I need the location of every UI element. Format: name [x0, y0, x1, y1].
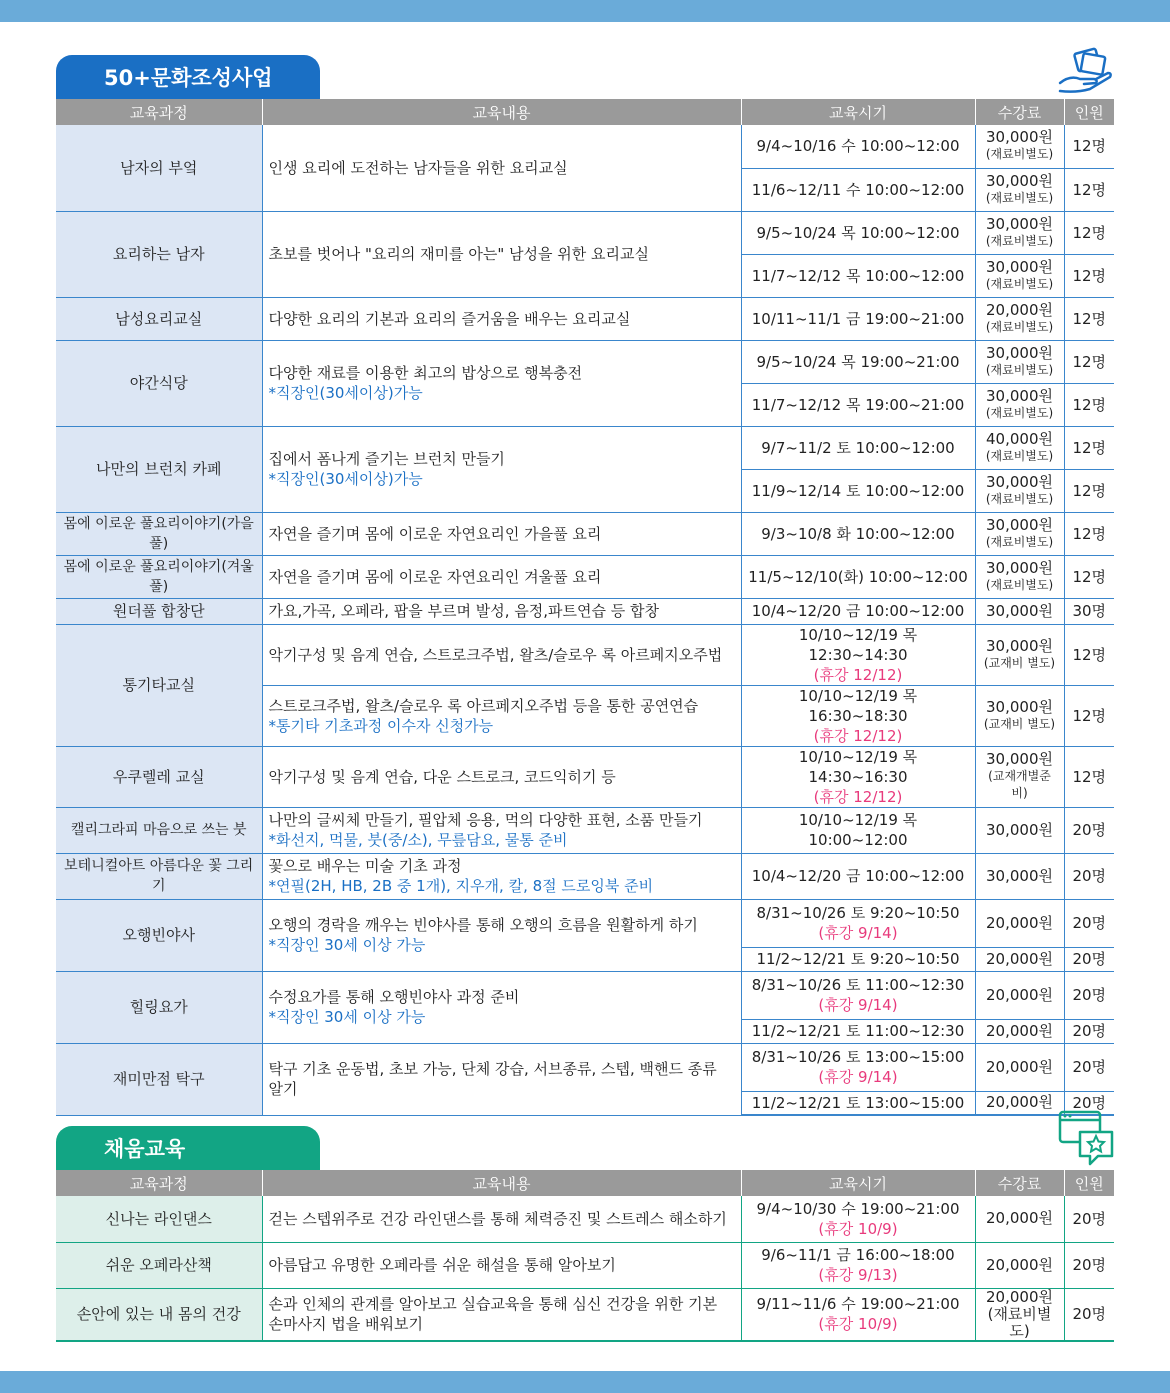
fee-text: 30,000원 [986, 257, 1053, 276]
course-fee [975, 1242, 1064, 1288]
fee-note: (재료비별도) [985, 276, 1054, 291]
course-fee [975, 340, 1064, 383]
table-header-row [56, 1170, 1114, 1196]
content-text: 스트로크주법, 왈츠/슬로우 록 아르페지오주법 등을 통한 공연연습 [268, 696, 699, 715]
course-fee [975, 168, 1064, 211]
course-name: 원더풀 합창단 [56, 598, 262, 624]
period-note: (휴강 9/13) [818, 1266, 898, 1284]
course-fee [975, 254, 1064, 297]
table-row [56, 971, 1114, 1019]
course-count: 20명 [1064, 947, 1114, 971]
course-name: 손안에 있는 내 몸의 건강 [56, 1288, 262, 1341]
course-name: 야간식당 [56, 340, 262, 426]
header-period: 교육시기 [741, 99, 975, 125]
period-note: (휴강 12/12) [813, 665, 903, 684]
course-fee [975, 555, 1064, 598]
course-name: 우쿠렐레 교실 [56, 746, 262, 807]
course-period [741, 211, 975, 254]
fee-note: (교재비 별도) [983, 716, 1056, 731]
header-period: 교육시기 [741, 1170, 975, 1196]
course-name: 요리하는 남자 [56, 211, 262, 297]
course-name: 캘리그라피 마음으로 쓰는 붓 [56, 807, 262, 853]
bottom-bar [0, 1371, 1170, 1393]
content-text: 자연을 즐기며 몸에 이로운 자연요리인 겨울풀 요리 [268, 567, 602, 586]
content-text: 초보를 벗어나 "요리의 재미를 아는" 남성을 위한 요리교실 [268, 245, 649, 263]
course-count: 30명 [1064, 598, 1114, 624]
table-row [56, 555, 1114, 598]
period-text: 8/31~10/26 토 11:00~12:30 [751, 976, 965, 994]
period-text: 9/6~11/1 금 16:00~18:00 [761, 1246, 955, 1264]
period-text: 9/4~10/16 수 10:00~12:00 [756, 137, 960, 156]
fee-text: 20,000원 [986, 913, 1053, 932]
course-period [741, 971, 975, 1019]
course-content [262, 426, 741, 512]
course-content [262, 685, 741, 746]
course-period [741, 254, 975, 297]
course-content [262, 746, 741, 807]
course-fee [975, 853, 1064, 899]
period-note: (휴강 9/14) [818, 1068, 898, 1086]
table-row [56, 512, 1114, 555]
chaeum-table [56, 1170, 1114, 1342]
course-period [741, 1242, 975, 1288]
course-fee [975, 807, 1064, 853]
course-content [262, 1196, 741, 1242]
course-content [262, 297, 741, 340]
course-content [262, 555, 741, 598]
course-count: 20명 [1064, 971, 1114, 1019]
course-count: 12명 [1064, 383, 1114, 426]
fee-text: 20,000원 [986, 985, 1053, 1004]
table-row [56, 1242, 1114, 1288]
chat-star-window-icon [1058, 1110, 1116, 1168]
course-fee [975, 899, 1064, 947]
fee-text: 30,000원 [986, 697, 1053, 716]
header-fee: 수강료 [975, 1170, 1064, 1196]
fee-text: 20,000원 [986, 300, 1053, 319]
period-note: (휴강 9/14) [818, 996, 898, 1014]
course-fee [975, 1196, 1064, 1242]
course-count: 20명 [1064, 899, 1114, 947]
header-count: 인원 [1064, 1170, 1114, 1196]
course-count: 12명 [1064, 125, 1114, 168]
content-text: 탁구 기초 운동법, 초보 가능, 단체 강습, 서브종류, 스텝, 백핸드 종류 알기 [268, 1060, 717, 1098]
hand-holding-papers-icon [1056, 45, 1114, 97]
period-text: 11/2~12/21 토 13:00~15:00 [751, 1093, 965, 1112]
course-count: 12명 [1064, 168, 1114, 211]
fee-text: 30,000원 [986, 515, 1053, 534]
fee-note: (재료비별도) [985, 534, 1054, 549]
fee-note: (재료비별도) [985, 448, 1054, 463]
content-text: 손과 인체의 관계를 알아보고 실습교육을 통해 심신 건강을 위한 기본 [268, 1295, 718, 1313]
period-text: 9/3~10/8 화 10:00~12:00 [761, 524, 955, 543]
content-note: *직장인 30세 이상 가능 [268, 1008, 426, 1026]
course-count: 20명 [1064, 1288, 1114, 1341]
section-title-2: 채움교육 [56, 1126, 320, 1170]
table-row [56, 340, 1114, 383]
course-content [262, 340, 741, 426]
period-text: 9/11~11/6 수 19:00~21:00 [756, 1295, 960, 1313]
course-name: 통기타교실 [56, 624, 262, 746]
section-culture [56, 55, 1114, 1112]
header-course: 교육과정 [56, 99, 262, 125]
content-text: 가요,가곡, 오페라, 팝을 부르며 발성, 음정,파트연습 등 합창 [268, 602, 659, 620]
fee-note: (재료비별도) [985, 577, 1054, 592]
fee-text: 30,000원 [986, 214, 1053, 233]
course-content [262, 598, 741, 624]
course-fee [975, 1043, 1064, 1091]
content-text: 오행의 경락을 깨우는 빈야사를 통해 오행의 흐름을 원활하게 하기 [268, 916, 698, 934]
course-period [741, 469, 975, 512]
fee-text: 20,000원 [986, 949, 1053, 968]
course-count: 20명 [1064, 1091, 1114, 1115]
course-count: 12명 [1064, 555, 1114, 598]
header-count: 인원 [1064, 99, 1114, 125]
content-text: 걷는 스텝위주로 건강 라인댄스를 통해 체력증진 및 스트레스 해소하기 [268, 1209, 727, 1228]
course-count: 12명 [1064, 685, 1114, 746]
fee-text: 30,000원 [986, 128, 1053, 147]
header-course: 교육과정 [56, 1170, 262, 1196]
course-period [741, 899, 975, 947]
period-text: 9/4~10/30 수 19:00~21:00 [756, 1199, 960, 1218]
content-text: 다양한 요리의 기본과 요리의 즐거움을 배우는 요리교실 [268, 309, 631, 328]
table-row [56, 807, 1114, 853]
fee-text: 20,000원 [986, 1093, 1053, 1112]
fee-text: 30,000원 [986, 171, 1053, 190]
course-fee [975, 746, 1064, 807]
course-count: 20명 [1064, 1196, 1114, 1242]
course-name: 힐링요가 [56, 971, 262, 1043]
course-count: 20명 [1064, 1242, 1114, 1288]
content-text: 악기구성 및 음계 연습, 스트로크주법, 왈츠/슬로우 록 아르페지오주법 [268, 645, 723, 664]
top-bar [0, 0, 1170, 22]
content-text-2: 손마사지 법을 배워보기 [268, 1315, 423, 1333]
course-fee [975, 1091, 1064, 1115]
course-period [741, 1288, 975, 1341]
fee-text: 20,000원 [986, 1287, 1053, 1306]
fee-text: 30,000원 [986, 558, 1053, 577]
content-note: *직장인(30세이상)가능 [268, 470, 423, 488]
course-count: 12명 [1064, 512, 1114, 555]
course-fee [975, 685, 1064, 746]
course-fee [975, 512, 1064, 555]
table-row [56, 1288, 1114, 1341]
table-row [56, 853, 1114, 899]
course-count: 12명 [1064, 211, 1114, 254]
content-text: 아름답고 유명한 오페라를 쉬운 해설을 통해 알아보기 [268, 1256, 616, 1274]
period-text: 11/2~12/21 토 9:20~10:50 [756, 950, 960, 968]
course-period [741, 426, 975, 469]
course-count: 12명 [1064, 254, 1114, 297]
content-note: *직장인 30세 이상 가능 [268, 936, 426, 954]
fee-text: 30,000원 [986, 866, 1053, 885]
course-name: 남성요리교실 [56, 297, 262, 340]
fee-text: 30,000원 [986, 750, 1053, 768]
course-period [741, 853, 975, 899]
course-count: 12명 [1064, 746, 1114, 807]
table-row [56, 746, 1114, 807]
period-text: 11/6~12/11 수 10:00~12:00 [751, 180, 965, 199]
course-period [741, 297, 975, 340]
course-content [262, 807, 741, 853]
table-row [56, 125, 1114, 168]
section-title: 50+문화조성사업 [56, 55, 320, 99]
period-text: 8/31~10/26 토 9:20~10:50 [756, 904, 960, 922]
course-period [741, 340, 975, 383]
fee-text: 40,000원 [986, 429, 1053, 448]
course-content [262, 853, 741, 899]
section-chaeum [56, 1126, 1114, 1338]
table-header-row [56, 99, 1114, 125]
course-fee [975, 125, 1064, 168]
table-row [56, 1196, 1114, 1242]
table-row [56, 1043, 1114, 1091]
content-note: *연필(2H, HB, 2B 중 1개), 지우개, 칼, 8절 드로잉북 준비 [268, 877, 654, 895]
course-name: 보테니컬아트 아름다운 꽃 그리기 [56, 853, 262, 899]
course-content [262, 1242, 741, 1288]
course-fee [975, 211, 1064, 254]
course-fee [975, 297, 1064, 340]
fee-note: (재료비별도) [985, 491, 1054, 506]
course-period [741, 125, 975, 168]
fee-text: 30,000원 [986, 601, 1053, 620]
fee-text: 30,000원 [986, 636, 1053, 655]
period-text: 10/11~11/1 금 19:00~21:00 [751, 309, 965, 328]
table-row [56, 297, 1114, 340]
course-fee [975, 1288, 1064, 1341]
fee-text: 20,000원 [986, 1057, 1053, 1076]
course-content [262, 125, 741, 211]
period-note: (휴강 10/9) [818, 1219, 898, 1238]
course-period [741, 383, 975, 426]
fee-note: (교재비 별도) [983, 655, 1056, 670]
period-text: 11/7~12/12 목 19:00~21:00 [751, 395, 965, 414]
period-text: 10/10~12/19 목 10:00~12:00 [798, 811, 918, 849]
period-text: 9/5~10/24 목 19:00~21:00 [756, 352, 960, 371]
course-period [741, 947, 975, 971]
fee-text: 30,000원 [986, 386, 1053, 405]
fee-note: (재료비별도) [985, 319, 1054, 334]
content-text: 수정요가를 통해 오행빈야사 과정 준비 [268, 988, 520, 1006]
course-name: 몸에 이로운 풀요리이야기(겨울풀) [56, 555, 262, 598]
course-name: 몸에 이로운 풀요리이야기(가을풀) [56, 512, 262, 555]
fee-text: 20,000원 [986, 1255, 1053, 1274]
period-text: 11/2~12/21 토 11:00~12:30 [751, 1022, 965, 1040]
period-text: 9/5~10/24 목 10:00~12:00 [756, 223, 960, 242]
period-text: 9/7~11/2 토 10:00~12:00 [761, 438, 955, 457]
course-fee [975, 598, 1064, 624]
content-note: *직장인(30세이상)가능 [268, 384, 423, 402]
fee-note: (재료비별도) [985, 233, 1054, 248]
fee-note: (재료비별도) [985, 190, 1054, 205]
course-fee [975, 383, 1064, 426]
period-note: (휴강 12/12) [813, 726, 903, 745]
culture-table [56, 99, 1114, 1116]
course-name: 오행빈야사 [56, 899, 262, 971]
table-row [56, 899, 1114, 947]
period-note: (휴강 10/9) [818, 1315, 898, 1333]
course-content [262, 899, 741, 971]
content-text: 자연을 즐기며 몸에 이로운 자연요리인 가을풀 요리 [268, 524, 602, 543]
course-content [262, 971, 741, 1043]
course-content [262, 512, 741, 555]
fee-text: 30,000원 [986, 343, 1053, 362]
course-count: 20명 [1064, 1019, 1114, 1043]
course-fee [975, 624, 1064, 685]
course-period [741, 624, 975, 685]
course-name: 쉬운 오페라산책 [56, 1242, 262, 1288]
period-text: 10/4~12/20 금 10:00~12:00 [751, 867, 965, 885]
table-row [56, 426, 1114, 469]
course-period [741, 1043, 975, 1091]
period-text: 10/4~12/20 금 10:00~12:00 [751, 602, 965, 620]
fee-note: (재료비별도) [985, 362, 1054, 377]
table-row [56, 624, 1114, 685]
header-fee: 수강료 [975, 99, 1064, 125]
content-text: 악기구성 및 음계 연습, 다운 스트로크, 코드익히기 등 [268, 767, 616, 786]
period-text: 10/10~12/19 목 12:30~14:30 [798, 625, 918, 664]
content-text: 다양한 재료를 이용한 최고의 밥상으로 행복충전 [268, 364, 583, 382]
course-period [741, 1091, 975, 1115]
course-content [262, 624, 741, 685]
header-content: 교육내용 [262, 99, 741, 125]
course-fee [975, 469, 1064, 512]
content-text: 인생 요리에 도전하는 남자들을 위한 요리교실 [268, 158, 568, 177]
course-count: 20명 [1064, 807, 1114, 853]
course-content [262, 1288, 741, 1341]
period-note: (휴강 12/12) [813, 787, 903, 806]
course-name: 나만의 브런치 카페 [56, 426, 262, 512]
period-text: 11/5~12/10(화) 10:00~12:00 [748, 567, 968, 586]
course-period [741, 598, 975, 624]
course-count: 20명 [1064, 853, 1114, 899]
period-text: 8/31~10/26 토 13:00~15:00 [751, 1048, 965, 1066]
period-text: 11/9~12/14 토 10:00~12:00 [751, 481, 965, 500]
period-text: 11/7~12/12 목 10:00~12:00 [751, 266, 965, 285]
header-content: 교육내용 [262, 1170, 741, 1196]
fee-text: 20,000원 [986, 1021, 1053, 1040]
course-count: 12명 [1064, 297, 1114, 340]
course-count: 12명 [1064, 340, 1114, 383]
course-fee [975, 971, 1064, 1019]
course-content [262, 1043, 741, 1115]
content-text: 집에서 폼나게 즐기는 브런치 만들기 [268, 450, 505, 468]
content-note: *통기타 기초과정 이수자 신청가능 [268, 716, 494, 735]
course-period [741, 685, 975, 746]
course-period [741, 168, 975, 211]
course-count: 20명 [1064, 1043, 1114, 1091]
course-period [741, 512, 975, 555]
period-text: 10/10~12/19 목 14:30~16:30 [798, 747, 918, 786]
content-text: 꽃으로 배우는 미술 기초 과정 [268, 857, 462, 875]
period-text: 10/10~12/19 목 16:30~18:30 [798, 686, 918, 725]
fee-note: (재료비별도) [987, 1304, 1052, 1340]
table-row [56, 211, 1114, 254]
course-name: 재미만점 탁구 [56, 1043, 262, 1115]
course-name: 남자의 부엌 [56, 125, 262, 211]
fee-text: 30,000원 [986, 472, 1053, 491]
period-note: (휴강 9/14) [818, 924, 898, 942]
course-name: 신나는 라인댄스 [56, 1196, 262, 1242]
course-count: 12명 [1064, 426, 1114, 469]
course-fee [975, 426, 1064, 469]
content-text: 나만의 글씨체 만들기, 필압체 응용, 먹의 다양한 표현, 소품 만들기 [268, 811, 703, 829]
course-fee [975, 947, 1064, 971]
course-fee [975, 1019, 1064, 1043]
course-content [262, 211, 741, 297]
course-count: 12명 [1064, 624, 1114, 685]
course-period [741, 746, 975, 807]
fee-text: 30,000원 [986, 820, 1053, 839]
course-period [741, 555, 975, 598]
content-note: *화선지, 먹물, 붓(중/소), 무릎담요, 물통 준비 [268, 831, 568, 849]
fee-note: (재료비별도) [985, 147, 1054, 162]
course-period [741, 1196, 975, 1242]
table-row [56, 598, 1114, 624]
fee-note: (교재개별준비) [988, 769, 1051, 800]
course-period [741, 1019, 975, 1043]
fee-text: 20,000원 [986, 1209, 1053, 1228]
fee-note: (재료비별도) [985, 405, 1054, 420]
course-count: 12명 [1064, 469, 1114, 512]
course-period [741, 807, 975, 853]
